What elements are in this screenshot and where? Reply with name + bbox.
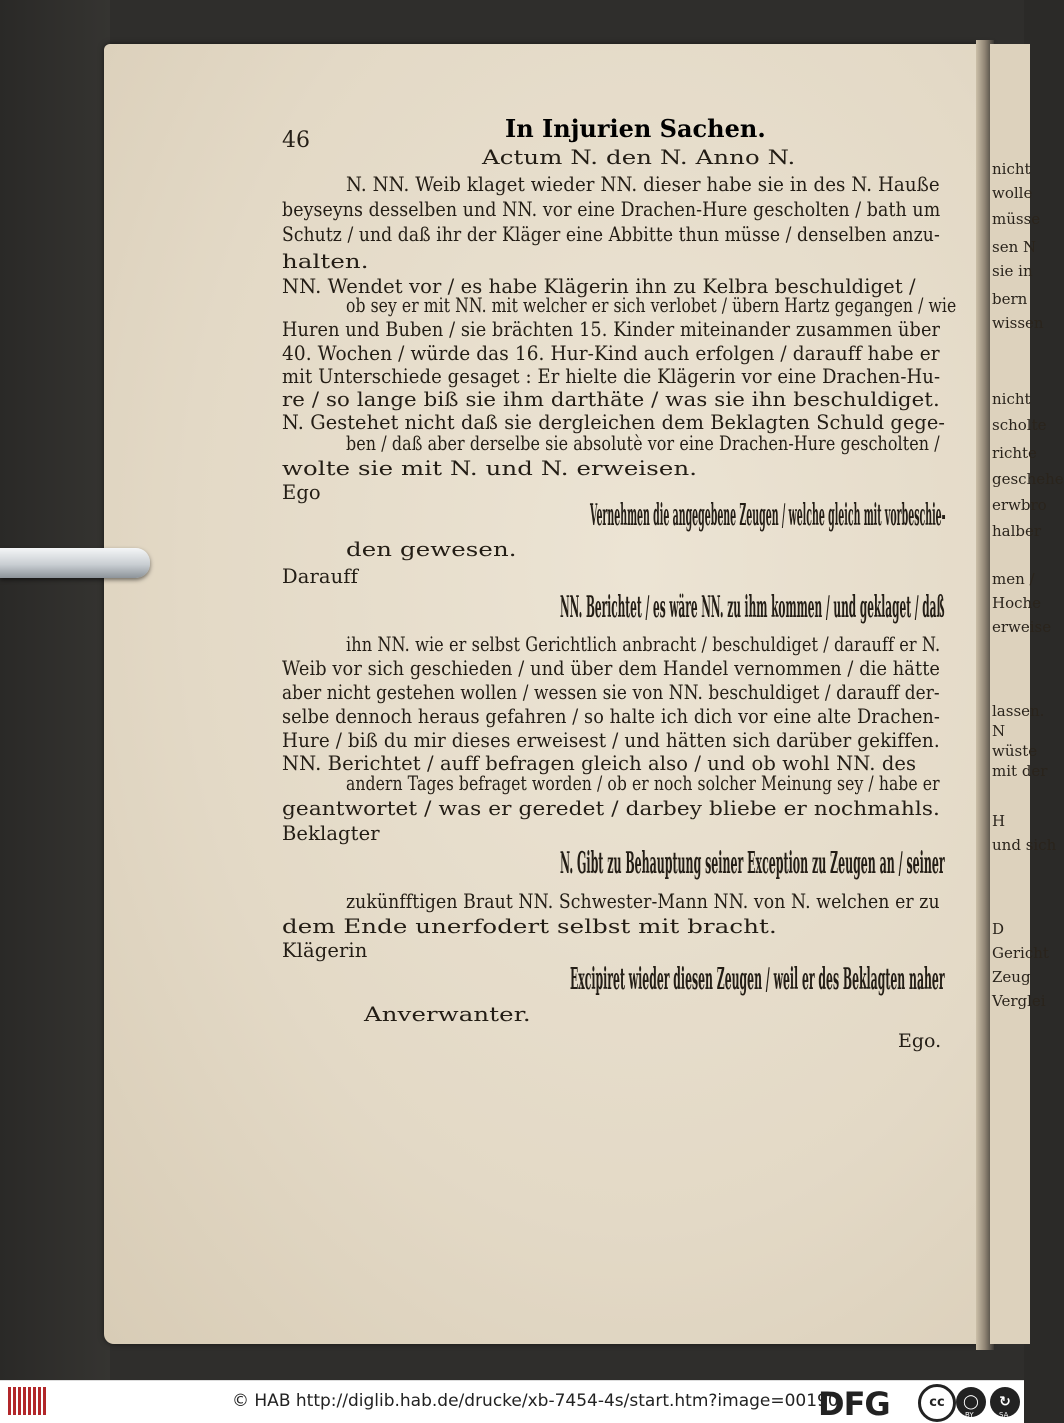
facing-page-fragment: bern bbox=[992, 290, 1028, 308]
text-line: Ego bbox=[282, 481, 321, 504]
facing-page-fragment: Gericht bbox=[992, 944, 1049, 962]
facing-page-fragment: mit der bbox=[992, 762, 1048, 780]
text-line: dem Ende unerfodert selbst mit bracht. bbox=[282, 915, 777, 938]
facing-page-fragment: sen N bbox=[992, 238, 1037, 256]
dfg-logo: DFG bbox=[818, 1385, 890, 1423]
text-line: zukünfftigen Braut NN. Schwester-Mann NN. von N. welchen er zu bbox=[346, 890, 940, 913]
facing-page-fragment: H bbox=[992, 812, 1006, 830]
facing-page-fragment: wissen bbox=[992, 314, 1044, 332]
section-heading: N. Gibt zu Behauptung seiner Exception zu Zeugen an / seiner bbox=[560, 846, 945, 881]
facing-page-fragment: wüste bbox=[992, 742, 1038, 760]
facing-page-fragment: nicht bbox=[992, 160, 1031, 178]
hab-logo-icon bbox=[8, 1387, 48, 1415]
facing-page-fragment: N bbox=[992, 722, 1006, 740]
text-line: NN. Berichtet / auff befragen gleich also / und ob wohl NN. des bbox=[282, 752, 917, 775]
facing-page-fragment: und sich bbox=[992, 836, 1057, 854]
facing-page-fragment: D bbox=[992, 920, 1005, 938]
text-line: re / so lange biß sie ihm darthäte / was sie ihn beschuldiget. bbox=[282, 388, 940, 411]
text-line: Huren und Buben / sie brächten 15. Kinder miteinander zusammen über bbox=[282, 318, 941, 341]
text-line: Hure / biß du mir dieses erweisest / und hätten sich darüber gekiffen. bbox=[282, 729, 940, 752]
page-number: 46 bbox=[282, 128, 310, 153]
facing-page-fragment: halber bbox=[992, 522, 1042, 540]
text-line: Schutz / und daß ihr der Kläger eine Abbitte thun müsse / denselben anzu- bbox=[282, 223, 940, 246]
text-line: aber nicht gestehen wollen / wessen sie von NN. beschuldiget / darauff der- bbox=[282, 681, 940, 704]
cc-by-label: BY bbox=[965, 1411, 974, 1419]
facing-page-fragment: erwbro bbox=[992, 496, 1047, 514]
text-line: N. Gestehet nicht daß sie dergleichen dem Beklagten Schuld gege- bbox=[282, 411, 945, 434]
text-line: Beklagter bbox=[282, 822, 380, 845]
copyright-link[interactable]: © HAB http://diglib.hab.de/drucke/xb-7454-4s/start.htm?image=00190 bbox=[232, 1391, 839, 1411]
facing-page-fragment: Zeug bbox=[992, 968, 1031, 986]
catchword: Ego. bbox=[898, 1030, 942, 1052]
running-head: In Injurien Sachen. bbox=[505, 114, 766, 143]
cc-sa-icon: ↻ bbox=[990, 1387, 1020, 1417]
text-line: geantwortet / was er geredet / darbey bliebe er nochmahls. bbox=[282, 797, 941, 820]
text-line: andern Tages befraget worden / ob er noch solcher Meinung sey / habe er bbox=[346, 772, 940, 795]
text-line: 40. Wochen / würde das 16. Hur-Kind auch erfolgen / darauff habe er bbox=[282, 342, 940, 365]
text-line: mit Unterschiede gesaget : Er hielte die Klägerin vor eine Drachen-Hu- bbox=[282, 365, 941, 388]
cc-sa-label: SA bbox=[999, 1411, 1009, 1419]
facing-page-fragment: men / bbox=[992, 570, 1035, 588]
text-line: Klägerin bbox=[282, 939, 368, 962]
text-line: den gewesen. bbox=[346, 538, 517, 561]
facing-page-fragment: Verglei bbox=[992, 992, 1046, 1010]
scanner-background bbox=[0, 0, 110, 1380]
section-heading: NN. Berichtet / es wäre NN. zu ihm kommen / und geklaget / daß bbox=[560, 590, 945, 625]
text-line: selbe dennoch heraus gefahren / so halte ich dich vor eine alte Drachen- bbox=[282, 705, 940, 728]
section-heading: Excipiret wieder diesen Zeugen / weil er des Beklagten naher bbox=[570, 962, 945, 997]
cc-by-icon: ◯ bbox=[956, 1387, 986, 1417]
text-line: Weib vor sich geschieden / und über dem Handel vernommen / die hätte bbox=[282, 657, 941, 680]
facing-page-fragment: scholte bbox=[992, 416, 1047, 434]
text-line: N. NN. Weib klaget wieder NN. dieser habe sie in des N. Hauße bbox=[346, 173, 940, 196]
text-line: Anverwanter. bbox=[364, 1003, 531, 1026]
section-heading: Vernehmen die angegebene Zeugen / welche gleich mit vorbeschie- bbox=[590, 498, 946, 533]
text-line: beyseyns desselben und NN. vor eine Drachen-Hure gescholten / bath um bbox=[282, 198, 941, 221]
text-line: ihn NN. wie er selbst Gerichtlich anbracht / beschuldiget / darauff er N. bbox=[346, 633, 941, 656]
text-line: ob sey er mit NN. mit welcher er sich verlobet / übern Hartz gegangen / wie bbox=[346, 294, 957, 317]
text-line: Darauff bbox=[282, 565, 358, 588]
facing-page-fragment: wolle bbox=[992, 184, 1033, 202]
cc-license-icon: cc bbox=[918, 1384, 956, 1422]
page-clamp bbox=[0, 548, 150, 578]
facing-page-fragment: lassen. bbox=[992, 702, 1045, 720]
text-line: wolte sie mit N. und N. erweisen. bbox=[282, 457, 698, 480]
facing-page-fragment: Hoche bbox=[992, 594, 1042, 612]
facing-page-fragment: richte bbox=[992, 444, 1037, 462]
text-line: NN. Wendet vor / es habe Klägerin ihn zu Kelbra beschuldiget / bbox=[282, 275, 916, 298]
text-line: halten. bbox=[282, 250, 369, 273]
text-line: Actum N. den N. Anno N. bbox=[482, 146, 796, 169]
viewer-footer bbox=[0, 1380, 1024, 1423]
facing-page-fragment: geschehe bbox=[992, 470, 1064, 488]
facing-page-fragment: sie in bbox=[992, 262, 1033, 280]
facing-page-fragment: erweise bbox=[992, 618, 1052, 636]
text-line: ben / daß aber derselbe sie absolutè vor eine Drachen-Hure gescholten / bbox=[346, 432, 940, 455]
facing-page-fragment: nicht bbox=[992, 390, 1031, 408]
facing-page-fragment: müsse bbox=[992, 210, 1041, 228]
facing-page-edge bbox=[990, 44, 1064, 1344]
